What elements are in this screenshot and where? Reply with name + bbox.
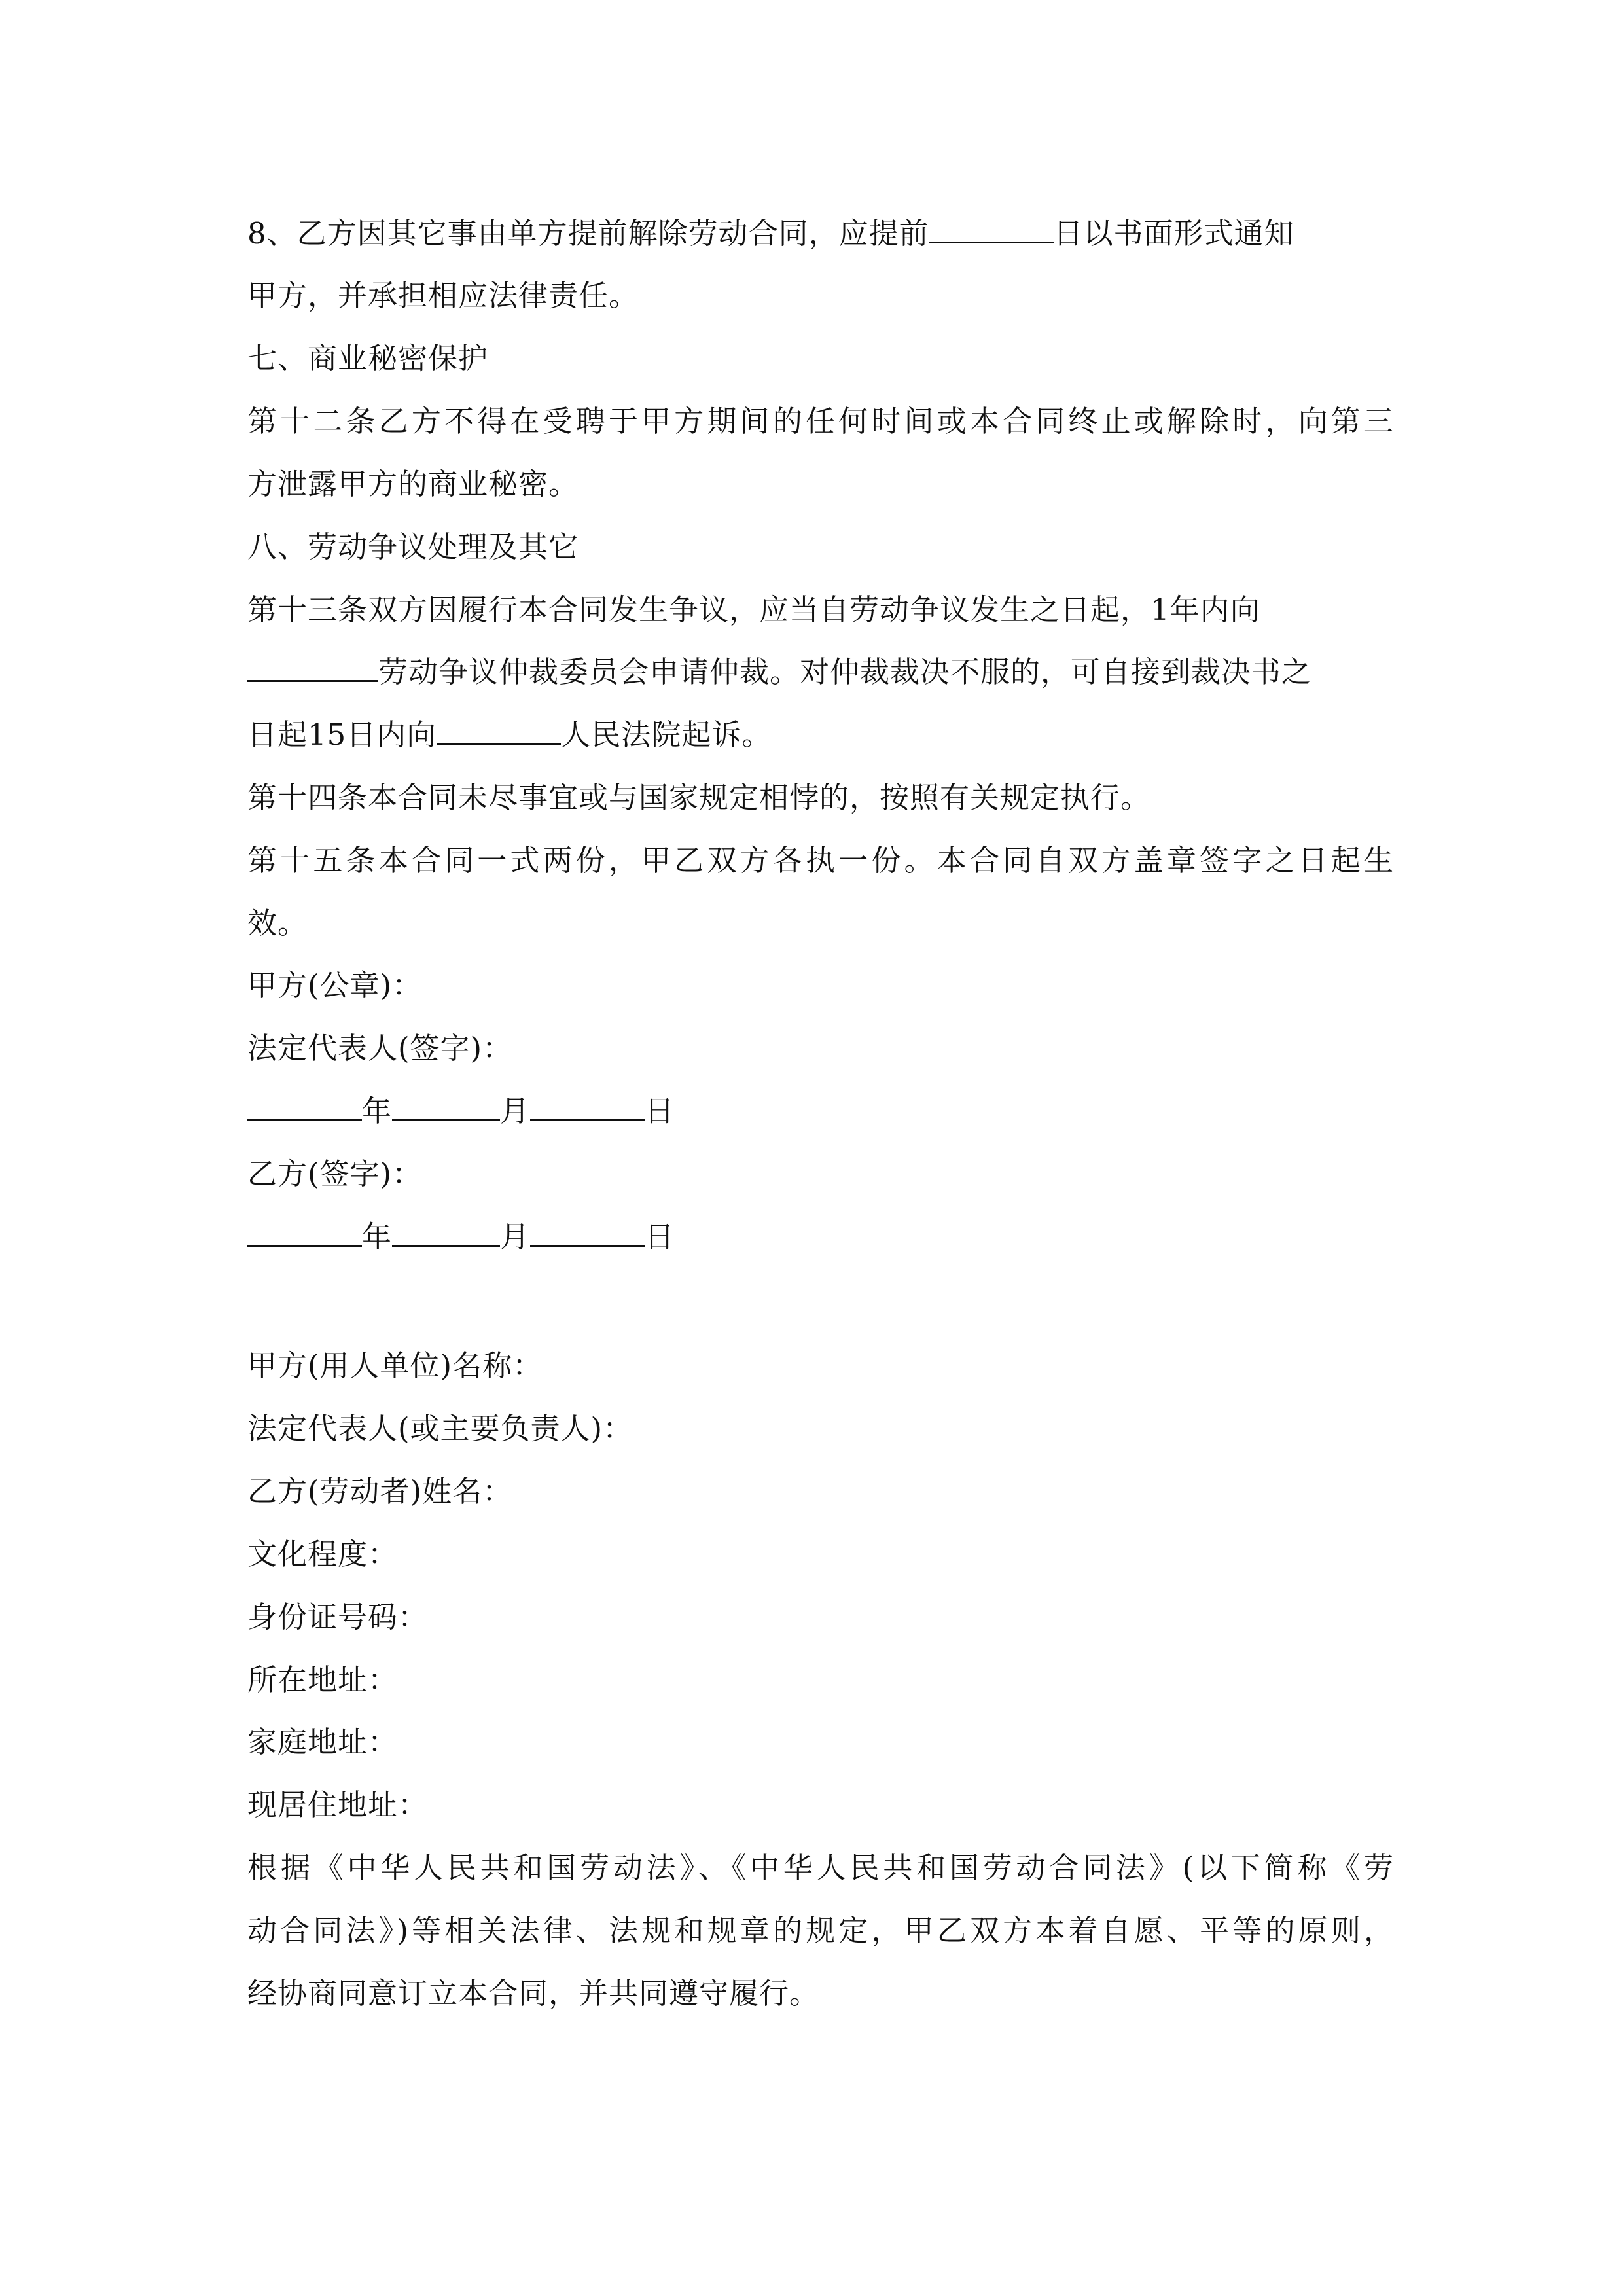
- notice-days-blank: [929, 211, 1054, 243]
- article-13-line-3: [247, 709, 1394, 761]
- year-label: 年: [362, 1219, 393, 1254]
- arbitration-committee-blank: [247, 650, 378, 682]
- article-13-line-2: [247, 646, 1394, 698]
- field-address: 所在地址：: [247, 1662, 399, 1697]
- article-12-line-1: 第十二条乙方不得在受聘于甲方期间的任何时间或本合同终止或解除时，向第三: [247, 404, 1394, 439]
- clause-8-text-a: 8、乙方因其它事由单方提前解除劳动合同，应提前: [247, 216, 929, 251]
- date-line-b: [247, 1211, 1394, 1263]
- month-blank: [392, 1215, 500, 1247]
- field-education: 文化程度：: [247, 1537, 399, 1571]
- field-id-number: 身份证号码：: [247, 1600, 429, 1634]
- article-12-line-2: 方泄露甲方的商业秘密。: [247, 467, 579, 501]
- section-7-heading: 七、商业秘密保护: [247, 341, 489, 376]
- section-8-heading: 八、劳动争议处理及其它: [247, 529, 579, 564]
- month-label: 月: [500, 1094, 531, 1128]
- field-employer-name: 甲方(用人单位)名称：: [247, 1348, 543, 1383]
- year-blank: [247, 1215, 362, 1247]
- day-blank: [530, 1215, 645, 1247]
- article-15-line-1: 第十五条本合同一式两份，甲乙双方各执一份。本合同自双方盖章签字之日起生: [247, 843, 1394, 878]
- day-label: 日: [645, 1094, 675, 1128]
- legal-rep-sign-label: 法定代表人(签字)：: [247, 1031, 513, 1066]
- day-blank: [530, 1089, 645, 1121]
- month-blank: [392, 1089, 500, 1121]
- year-label: 年: [362, 1094, 393, 1128]
- party-b-sign-label: 乙方(签字)：: [247, 1157, 423, 1191]
- preamble-line-1: 根据《中华人民共和国劳动法》、《中华人民共和国劳动合同法》(以下简称《劳: [247, 1850, 1394, 1885]
- article-13-text-b: 劳动争议仲裁委员会申请仲裁。对仲裁裁决不服的，可自接到裁决书之: [378, 655, 1312, 689]
- article-15-line-2: 效。: [247, 906, 308, 941]
- article-13-text-c: 日起15日内向: [247, 717, 437, 752]
- field-legal-representative: 法定代表人(或主要负责人)：: [247, 1411, 633, 1446]
- date-line-a: [247, 1085, 1394, 1138]
- party-a-seal-label: 甲方(公章)：: [247, 968, 423, 1003]
- preamble-line-3: 经协商同意订立本合同，并共同遵守履行。: [247, 1976, 820, 2011]
- article-13-line-1: 第十三条双方因履行本合同发生争议，应当自劳动争议发生之日起，1年内向: [247, 592, 1260, 627]
- year-blank: [247, 1089, 362, 1121]
- month-label: 月: [500, 1219, 531, 1254]
- article-13-text-d: 人民法院起诉。: [561, 717, 772, 752]
- court-blank: [437, 713, 561, 745]
- clause-8-text-b: 日以书面形式通知: [1053, 216, 1294, 251]
- field-home-address: 家庭地址：: [247, 1725, 399, 1759]
- article-14: 第十四条本合同未尽事宜或与国家规定相悖的，按照有关规定执行。: [247, 780, 1151, 815]
- clause-8-line-2: 甲方，并承担相应法律责任。: [247, 278, 639, 313]
- clause-8-line-1: [247, 207, 1394, 260]
- field-employee-name: 乙方(劳动者)姓名：: [247, 1474, 513, 1509]
- field-current-address: 现居住地址：: [247, 1787, 429, 1822]
- preamble-line-2: 动合同法》)等相关法律、法规和规章的规定，甲乙双方本着自愿、平等的原则，: [247, 1913, 1394, 1948]
- day-label: 日: [645, 1219, 675, 1254]
